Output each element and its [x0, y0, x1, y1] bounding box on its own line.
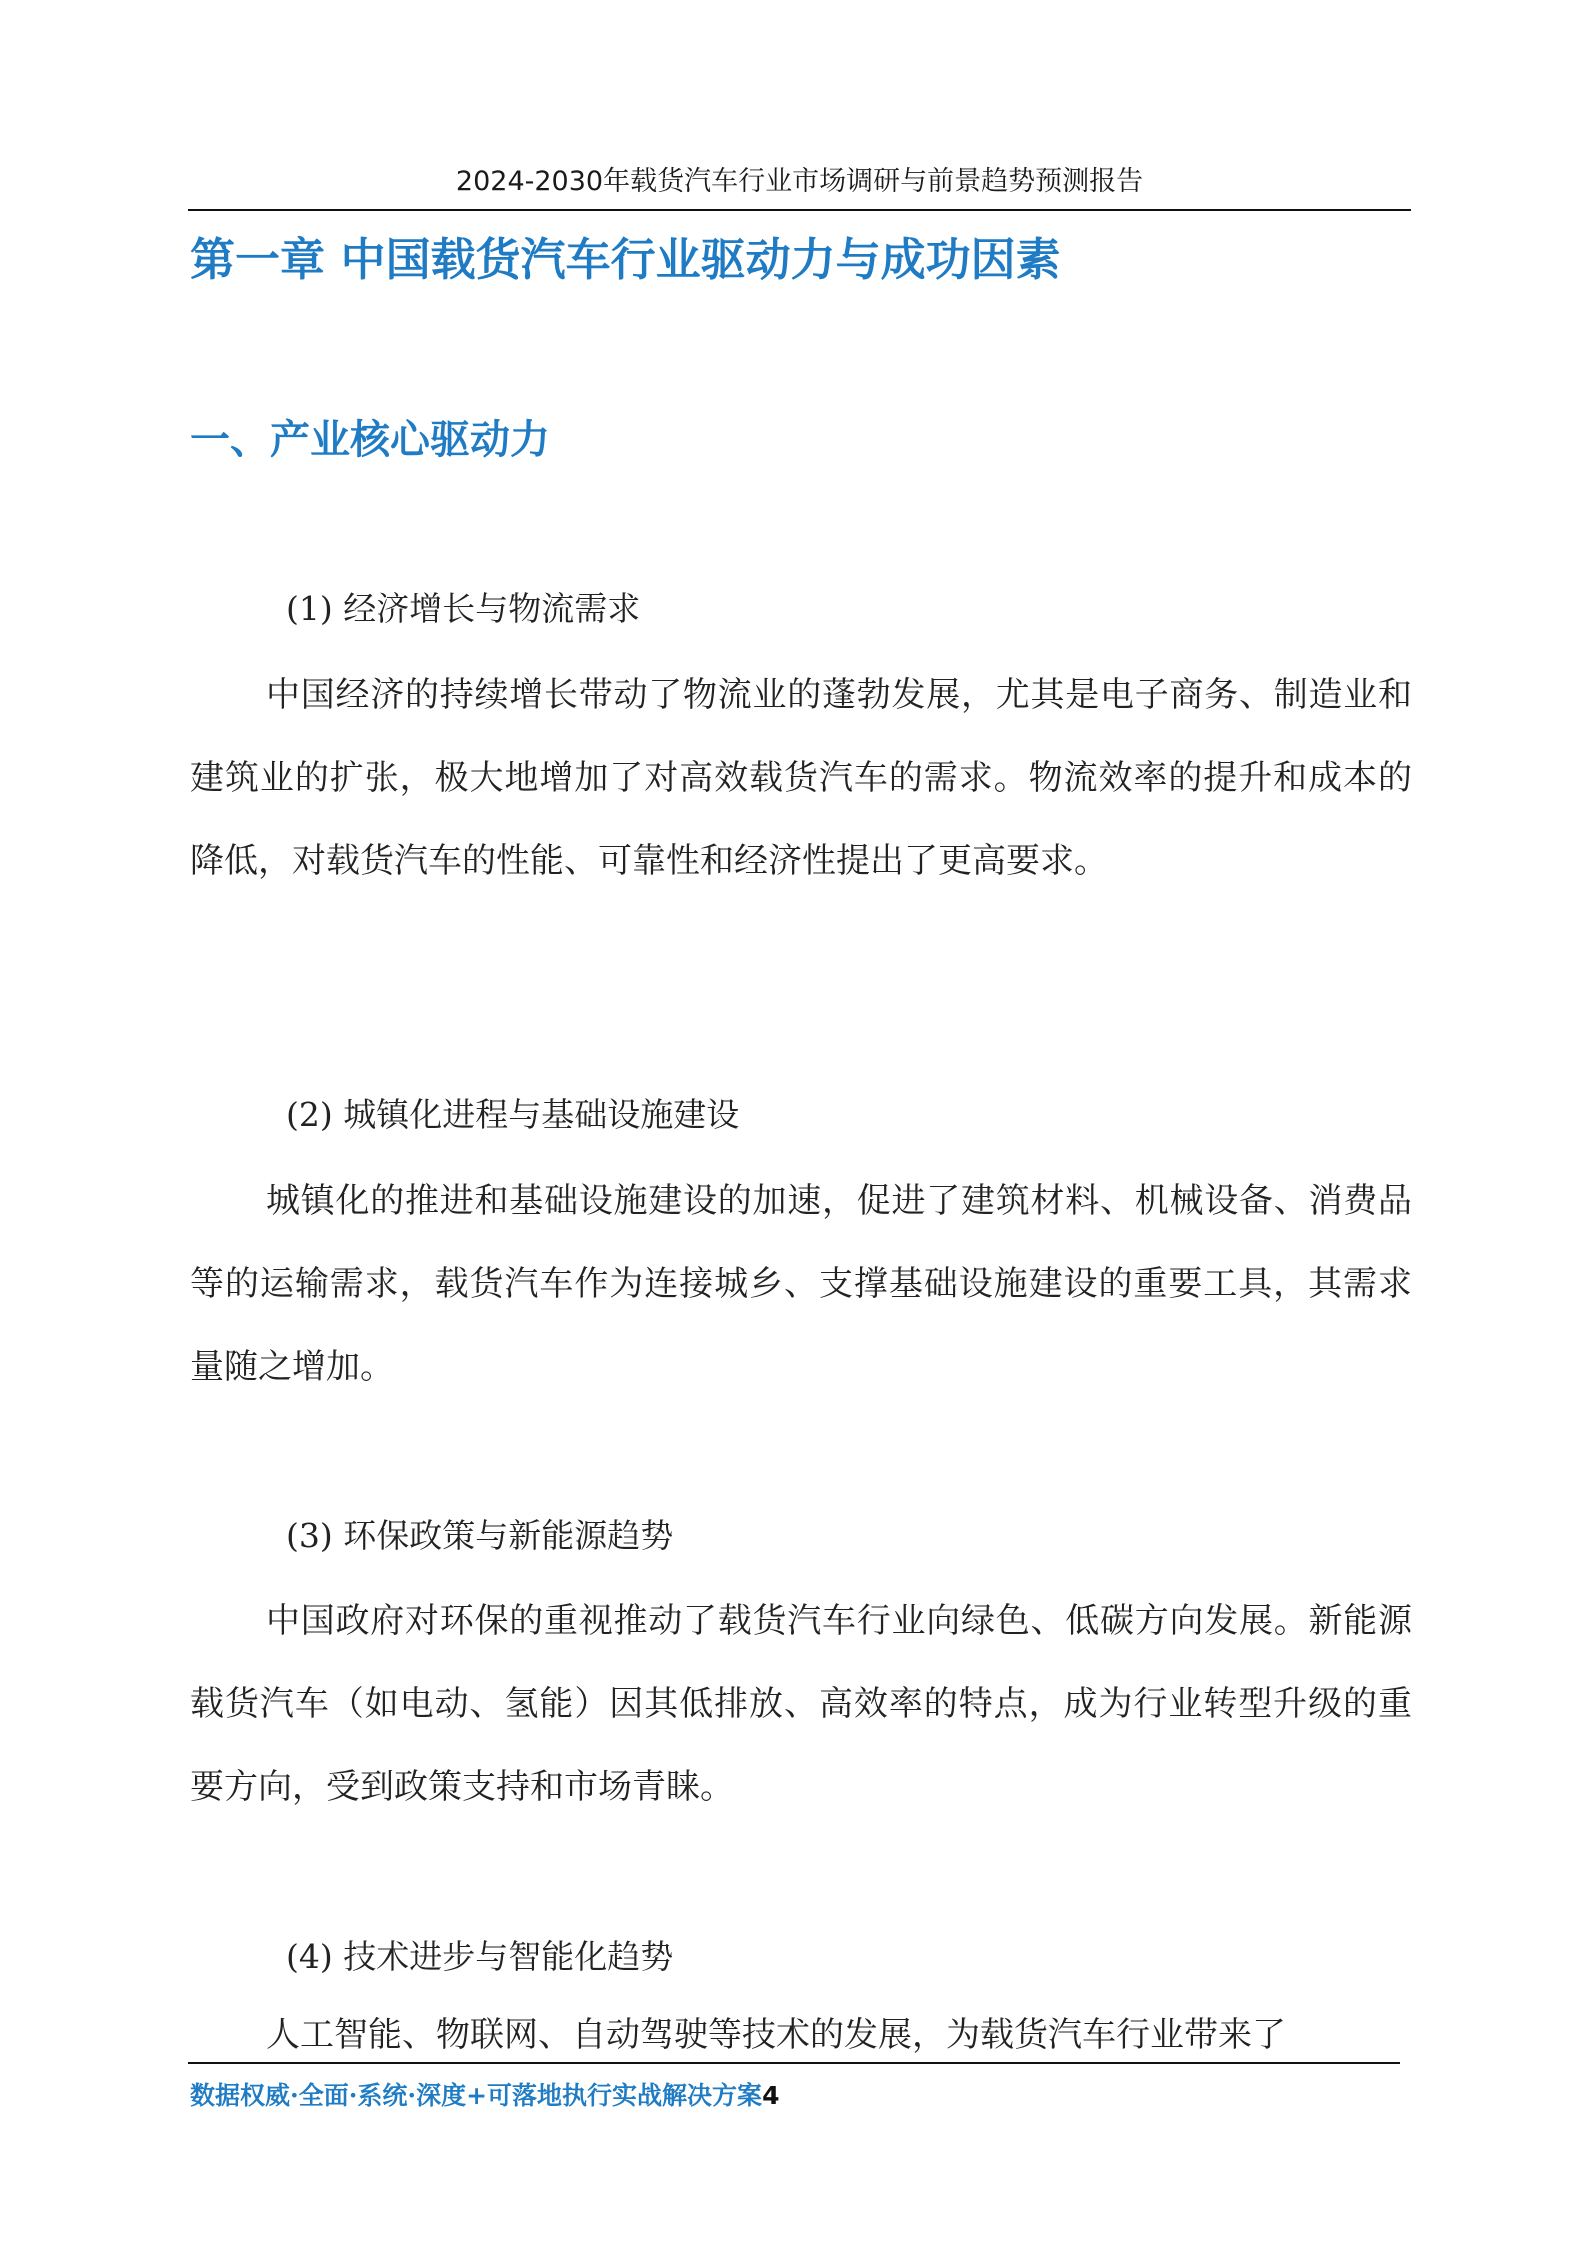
- subsection-heading-3: (3) 环保政策与新能源趋势: [286, 1516, 674, 1555]
- page-footer: [190, 2076, 779, 2116]
- page-header-title: 2024-2030年载货汽车行业市场调研与前景趋势预测报告: [455, 166, 1144, 197]
- subsection-heading-2: (2) 城镇化进程与基础设施建设: [286, 1095, 740, 1134]
- section-title: 一、产业核心驱动力: [190, 417, 550, 463]
- chapter-title: 第一章 中国载货汽车行业驱动力与成功因素: [190, 233, 1061, 286]
- footer-slogan: 数据权威·全面·系统·深度+可落地执行实战解决方案: [190, 2081, 763, 2110]
- paragraph-1: 中国经济的持续增长带动了物流业的蓬勃发展，尤其是电子商务、制造业和建筑业的扩张，极大地增加了对高效载货汽车的需求。物流效率的提升和成本的降低，对载货汽车的性能、可靠性和经济性提出了更高要求。: [190, 675, 1412, 881]
- footer-divider: [188, 2062, 1400, 2064]
- paragraph-3: 中国政府对环保的重视推动了载货汽车行业向绿色、低碳方向发展。新能源载货汽车（如电动、氢能）因其低排放、高效率的特点，成为行业转型升级的重要方向，受到政策支持和市场青睐。: [190, 1601, 1412, 1807]
- subsection-heading-1: (1) 经济增长与物流需求: [286, 589, 641, 628]
- paragraph-4: 人工智能、物联网、自动驾驶等技术的发展，为载货汽车行业带来了: [266, 2015, 1286, 2055]
- paragraph-2: 城镇化的推进和基础设施建设的加速，促进了建筑材料、机械设备、消费品等的运输需求，载货汽车作为连接城乡、支撑基础设施建设的重要工具，其需求量随之增加。: [190, 1181, 1412, 1387]
- header-divider: [188, 209, 1411, 211]
- subsection-heading-4: (4) 技术进步与智能化趋势: [286, 1937, 674, 1976]
- page-number: 4: [762, 2081, 780, 2110]
